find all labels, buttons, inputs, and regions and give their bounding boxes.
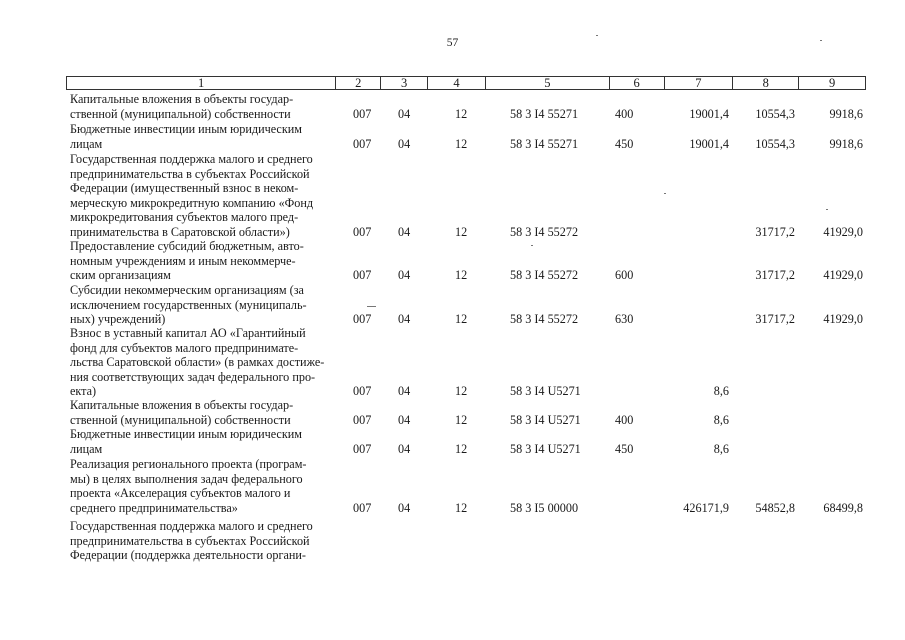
cell-c2: 007 [353,384,372,399]
cell-c6: 450 [615,136,634,151]
cell-c2: 007 [353,225,372,239]
description-line: лицам [70,441,103,456]
cell-c8: 54852,8 [755,500,795,515]
description-line: исключением государственных (муниципаль- [70,297,307,312]
cell-c5: 58 3 I4 U5271 [510,441,581,456]
description-line: Капитальные вложения в объекты государ- [70,92,294,106]
page-number: 57 [446,37,459,49]
cell-c6: 450 [615,441,634,456]
cell-c7: 8,6 [713,384,729,399]
description-line: микрокредитования субъектов малого пред- [70,210,299,225]
cell-c2: 007 [353,136,372,151]
cell-c5: 58 3 I5 00000 [510,500,579,515]
cell-c5: 58 3 I4 55272 [510,268,579,283]
cell-c6: 400 [615,412,634,427]
cell-c6: 600 [615,268,634,283]
row-description [70,398,335,427]
description-line: предпринимательства в субъектах Российской [70,533,310,548]
description-line: принимательства в Саратовской области») [70,224,290,239]
description-line: Государственная поддержка малого и среднего [70,519,313,533]
cell-c5: 58 3 I4 U5271 [510,384,581,399]
cell-c5: 58 3 I4 U5271 [510,412,581,427]
description-line: Бюджетные инвестиции иным юридическим [70,122,303,136]
row-description [70,283,335,327]
cell-c8: 31717,2 [755,225,795,239]
cell-c4: 12 [455,500,468,515]
header-col-5: 5 [486,77,610,89]
description-line: ственной (муниципальной) собственности [70,106,291,121]
cell-c3: 04 [398,412,411,427]
description-line: ния соответствующих задач федерального про- [70,369,316,384]
row-description [70,326,335,399]
cell-c5: 58 3 I4 55272 [510,312,579,327]
cell-c3: 04 [398,441,411,456]
cell-c9: 41929,0 [823,225,863,239]
cell-c8: 31717,2 [755,312,795,327]
cell-c3: 04 [398,106,411,121]
cell-c3: 04 [398,225,411,239]
cell-c8: 31717,2 [755,268,795,283]
description-line: мы) в целях выполнения задач федерального [70,471,303,486]
cell-c9: 9918,6 [829,136,863,151]
cell-c6: 630 [615,312,634,327]
cell-c3: 04 [398,312,411,327]
cell-c3: 04 [398,500,411,515]
header-col-8: 8 [733,77,799,89]
description-line: Взнос в уставный капитал АО «Гарантийный [70,326,306,340]
description-line: екта) [70,384,97,399]
description-line: ственной (муниципальной) собственности [70,412,291,427]
header-col-9: 9 [828,76,836,90]
scan-speck [367,306,376,307]
cell-c7: 19001,4 [689,106,729,121]
header-col-4: 4 [428,77,486,89]
description-line: лицам [70,136,103,151]
cell-c4: 12 [455,312,468,327]
description-line: мерческую микрокредитную компанию «Фонд [70,195,314,210]
cell-c2: 007 [353,106,372,121]
scan-speck [664,193,666,194]
header-col-6: 6 [610,77,665,89]
description-line: номным учреждениям и иным некоммерче- [70,253,296,268]
cell-c7: 426171,9 [683,500,729,515]
scan-speck [596,35,598,36]
row-description [70,239,335,283]
description-line: предпринимательства в субъектах Российской [70,166,310,181]
cell-c2: 007 [353,268,372,283]
description-line: ским организациям [70,268,171,283]
description-line: Предоставление субсидий бюджетным, авто- [70,239,304,253]
cell-c7: 19001,4 [689,136,729,151]
description-line: фонд для субъектов малого предпринимате- [70,340,299,355]
scan-speck [820,40,822,41]
header-col-2: 2 [336,77,381,89]
cell-c2: 007 [353,441,372,456]
description-line: Субсидии некоммерческим организациям (за [70,283,304,297]
description-line: Государственная поддержка малого и среднего [70,152,313,166]
cell-c4: 12 [455,106,468,121]
cell-c5: 58 3 I4 55271 [510,136,579,151]
cell-c9: 41929,0 [823,268,863,283]
cell-c4: 12 [455,412,468,427]
cell-c4: 12 [455,268,468,283]
cell-c4: 12 [455,136,468,151]
cell-c9: 41929,0 [823,312,863,327]
cell-c7: 8,6 [713,441,729,456]
cell-c7: 8,6 [713,412,729,427]
cell-c2: 007 [353,412,372,427]
cell-c9: 9918,6 [829,106,863,121]
cell-c2: 007 [353,500,372,515]
cell-c8: 10554,3 [755,106,795,121]
description-line: проекта «Акселерация субъектов малого и [70,486,291,501]
cell-c4: 12 [455,441,468,456]
header-col-1: 1 [67,77,336,89]
header-col-7: 7 [665,77,734,89]
row-description [70,122,335,151]
description-line: льства Саратовской области» (в рамках достиже- [70,355,325,370]
cell-c5: 58 3 I4 55272 [510,225,579,239]
description-line: Капитальные вложения в объекты государ- [70,398,294,412]
row-description [70,457,335,515]
cell-c8: 10554,3 [755,136,795,151]
cell-c6: 400 [615,106,634,121]
description-line: ных) учреждений) [70,312,166,327]
cell-c4: 12 [455,225,468,239]
cell-c5: 58 3 I4 55271 [510,106,579,121]
row-description [70,519,335,563]
cell-c2: 007 [353,312,372,327]
row-description [70,152,335,240]
cell-c4: 12 [455,384,468,399]
cell-c3: 04 [398,136,411,151]
description-line: Бюджетные инвестиции иным юридическим [70,427,303,441]
row-description [70,427,335,456]
cell-c3: 04 [398,268,411,283]
cell-c9: 68499,8 [823,500,863,515]
header-col-3: 3 [381,77,428,89]
description-line: среднего предпринимательства» [70,500,238,515]
cell-c3: 04 [398,384,411,399]
description-line: Федерации (имущественный взнос в неком- [70,181,299,196]
row-description [70,92,335,121]
table-header-row [66,76,866,90]
scan-speck [531,245,533,246]
scan-speck [826,209,828,210]
description-line: Реализация регионального проекта (програм- [70,457,307,471]
description-line: Федерации (поддержка деятельности органи- [70,548,306,563]
